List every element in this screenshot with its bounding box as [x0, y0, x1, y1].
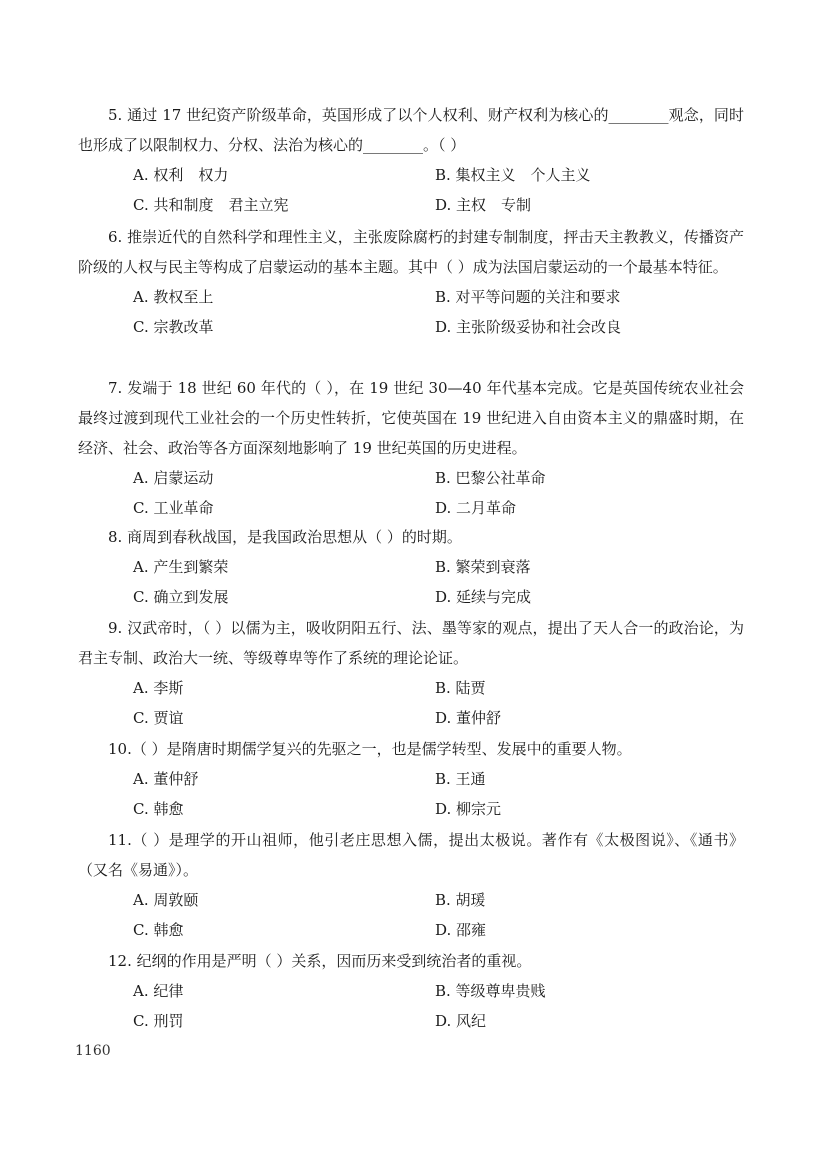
question-7: [78, 373, 744, 523]
question-12: [78, 946, 744, 1036]
option-a: A. 周敦颐: [133, 891, 199, 909]
question-stem: 7. 发端于 18 世纪 60 年代的（ ），在 19 世纪 30—40 年代基本完成。它是英国传统农业社会最终过渡到现代工业社会的一个历史性转折，它使英国在 19 世纪进入自由资本主义的鼎盛时期，在经济、社会、政治等各方面深刻地影响了 19 世纪英国的历史进程。: [78, 379, 744, 457]
question-5: [78, 100, 744, 220]
option-d: D. 延续与完成: [435, 588, 532, 606]
options: [133, 463, 799, 523]
question-stem: 6. 推崇近代的自然科学和理性主义，主张废除腐朽的封建专制制度，抨击天主教教义，传播资产阶级的人权与民主等构成了启蒙运动的基本主题。其中（ ）成为法国启蒙运动的一个最基本特征。: [78, 228, 744, 276]
option-b: B. 等级尊卑贵贱: [435, 982, 546, 1000]
option-c: C. 韩愈: [133, 800, 184, 818]
option-d: D. 董仲舒: [435, 709, 502, 727]
option-d: D. 风纪: [435, 1012, 487, 1030]
question-8: [78, 522, 744, 612]
options: [133, 976, 799, 1036]
option-c: C. 宗教改革: [133, 318, 214, 336]
option-c: C. 确立到发展: [133, 588, 229, 606]
option-a: A. 产生到繁荣: [133, 558, 229, 576]
option-d: D. 柳宗元: [435, 800, 502, 818]
question-10: [78, 734, 744, 824]
question-11: [78, 825, 744, 945]
option-c: C. 韩愈: [133, 921, 184, 939]
option-d: D. 主张阶级妥协和社会改良: [435, 318, 622, 336]
question-9: [78, 613, 744, 733]
option-c: C. 刑罚: [133, 1012, 184, 1030]
options: [133, 282, 799, 342]
question-stem: 8. 商周到春秋战国，是我国政治思想从（ ）的时期。: [108, 528, 462, 546]
question-stem: 12. 纪纲的作用是严明（ ）关系，因而历来受到统治者的重视。: [108, 952, 532, 970]
option-c: C. 共和制度 君主立宪: [133, 196, 289, 214]
option-c: C. 工业革命: [133, 499, 214, 517]
option-b: B. 对平等问题的关注和要求: [435, 288, 621, 306]
options: [133, 673, 799, 733]
option-b: B. 胡瑗: [435, 891, 486, 909]
question-stem: 5. 通过 17 世纪资产阶级革命，英国形成了以个人权利、财产权利为核心的________观念，同时也形成了以限制权力、分权、法治为核心的________。（ ）: [78, 106, 744, 154]
option-d: D. 二月革命: [435, 499, 517, 517]
option-d: D. 邵雍: [435, 921, 487, 939]
option-a: A. 李斯: [133, 679, 184, 697]
options: [133, 764, 799, 824]
option-a: A. 权利 权力: [133, 166, 229, 184]
option-b: B. 集权主义 个人主义: [435, 166, 591, 184]
options: [133, 885, 799, 945]
option-a: A. 启蒙运动: [133, 469, 214, 487]
option-b: B. 繁荣到衰落: [435, 558, 531, 576]
options: [133, 160, 799, 220]
option-b: B. 陆贾: [435, 679, 486, 697]
question-stem: 10.（ ）是隋唐时期儒学复兴的先驱之一，也是儒学转型、发展中的重要人物。: [108, 740, 632, 758]
options: [133, 552, 799, 612]
option-b: B. 巴黎公社革命: [435, 469, 546, 487]
option-a: A. 教权至上: [133, 288, 214, 306]
question-stem: 11.（ ）是理学的开山祖师，他引老庄思想入儒，提出太极说。著作有《太极图说》、《通书》（又名《易通》）。: [78, 831, 744, 879]
option-c: C. 贾谊: [133, 709, 184, 727]
page-number: 1160: [75, 1043, 111, 1059]
question-stem: 9. 汉武帝时，（ ）以儒为主，吸收阴阳五行、法、墨等家的观点，提出了天人合一的政治论，为君主专制、政治大一统、等级尊卑等作了系统的理论论证。: [78, 619, 744, 667]
question-6: [78, 222, 744, 342]
option-d: D. 主权 专制: [435, 196, 532, 214]
option-a: A. 董仲舒: [133, 770, 199, 788]
option-b: B. 王通: [435, 770, 486, 788]
option-a: A. 纪律: [133, 982, 184, 1000]
